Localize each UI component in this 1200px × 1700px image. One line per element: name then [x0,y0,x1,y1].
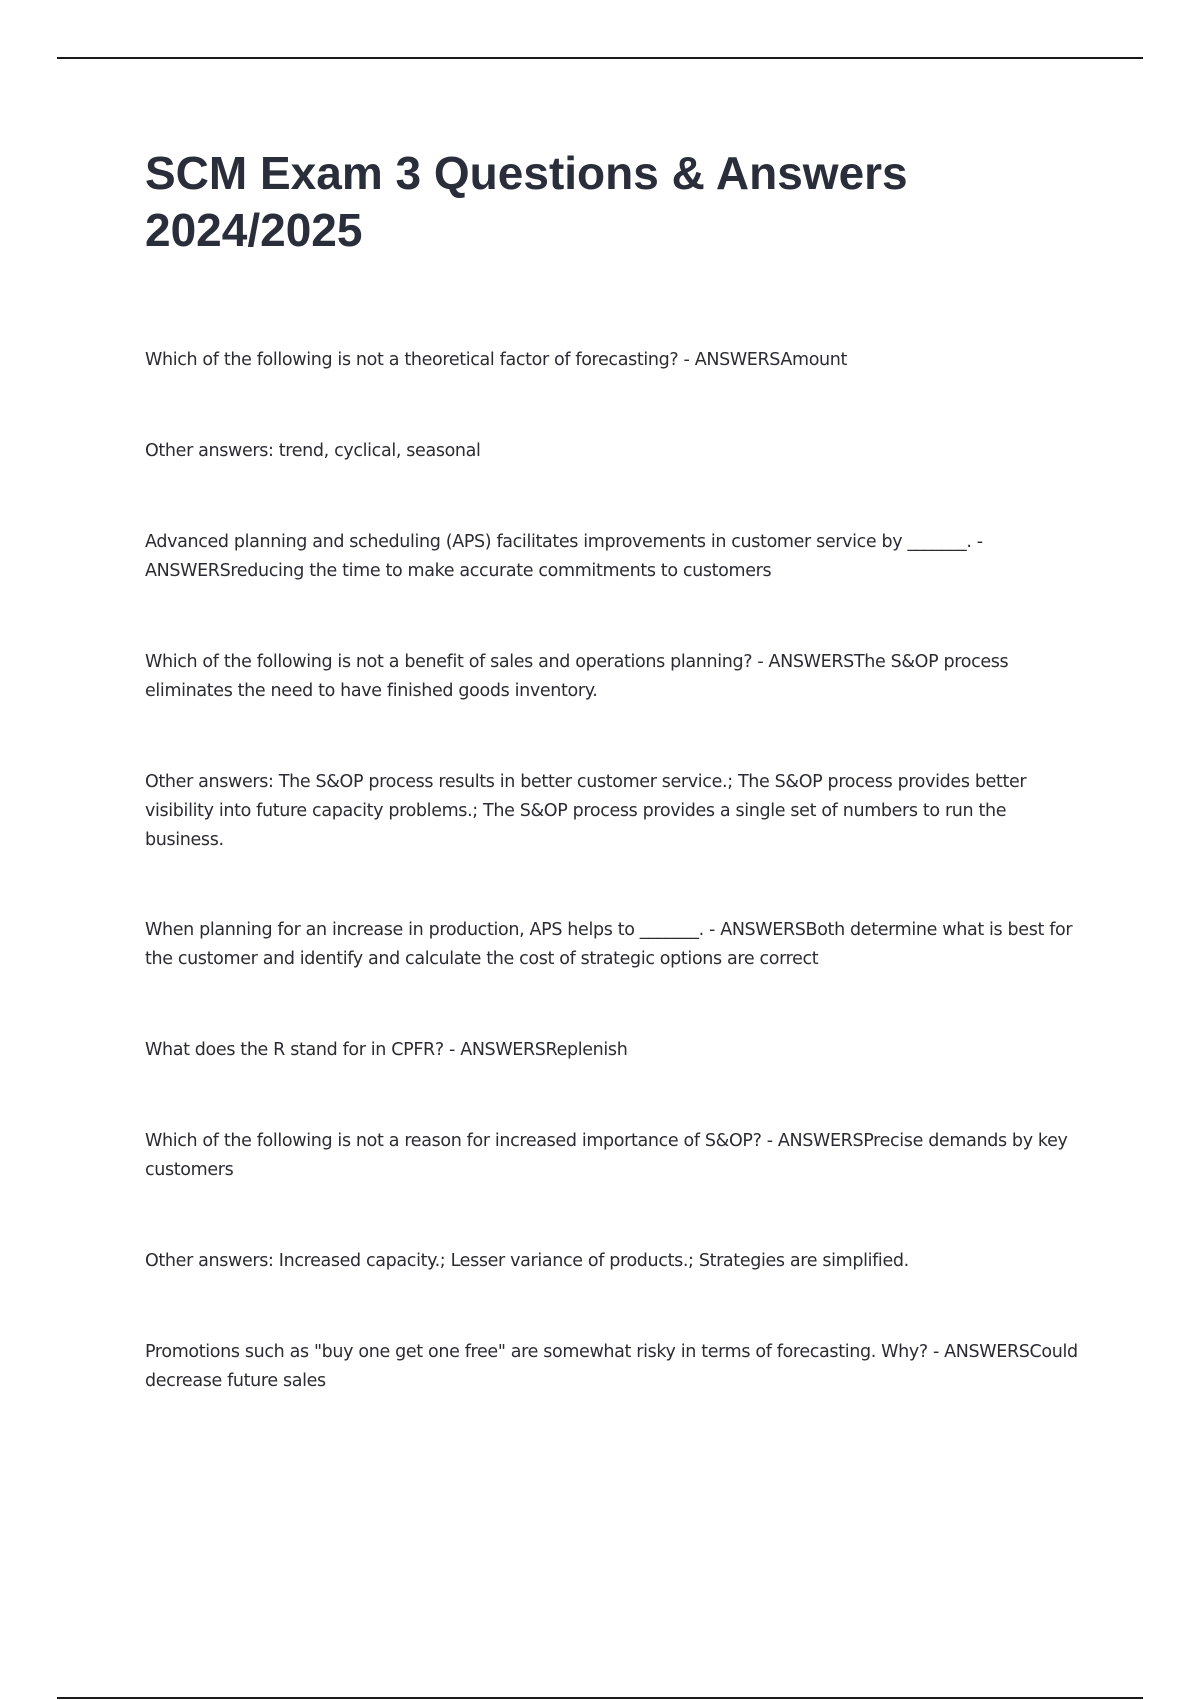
qa-entry-9: Other answers: Increased capacity.; Lesser variance of products.; Strategies are simplified. [145,1251,909,1271]
qa-entry-4: Which of the following is not a benefit of sales and operations planning? - ANSWERSThe S&OP process eliminates the need to have finished goods inventory. [145,652,1009,701]
qa-entry-5: Other answers: The S&OP process results in better customer service.; The S&OP process provides better visibility into future capacity problems.; The S&OP process provides a single set of numbers to run the business. [145,772,1027,850]
qa-entry-8: Which of the following is not a reason for increased importance of S&OP? - ANSWERSPrecise demands by key customers [145,1131,1068,1180]
bottom-rule [57,1697,1143,1699]
qa-list [145,346,1080,1458]
page-title: SCM Exam 3 Questions & Answers 2024/2025 [145,147,908,256]
qa-entry-10: Promotions such as "buy one get one free" are somewhat risky in terms of forecasting. Why? - ANSWERSCould decrease future sales [145,1342,1078,1391]
qa-entry-7: What does the R stand for in CPFR? - ANSWERSReplenish [145,1040,628,1060]
top-rule [57,57,1143,59]
qa-entry-1: Which of the following is not a theoretical factor of forecasting? - ANSWERSAmount [145,350,848,370]
qa-entry-2: Other answers: trend, cyclical, seasonal [145,441,481,461]
qa-entry-6: When planning for an increase in production, APS helps to _______. - ANSWERSBoth determine what is best for the customer and identify and calculate the cost of strategic options are correct [145,920,1073,969]
qa-entry-3: Advanced planning and scheduling (APS) facilitates improvements in customer service by _______. - ANSWERSreducing the time to make accurate commitments to customers [145,532,983,581]
